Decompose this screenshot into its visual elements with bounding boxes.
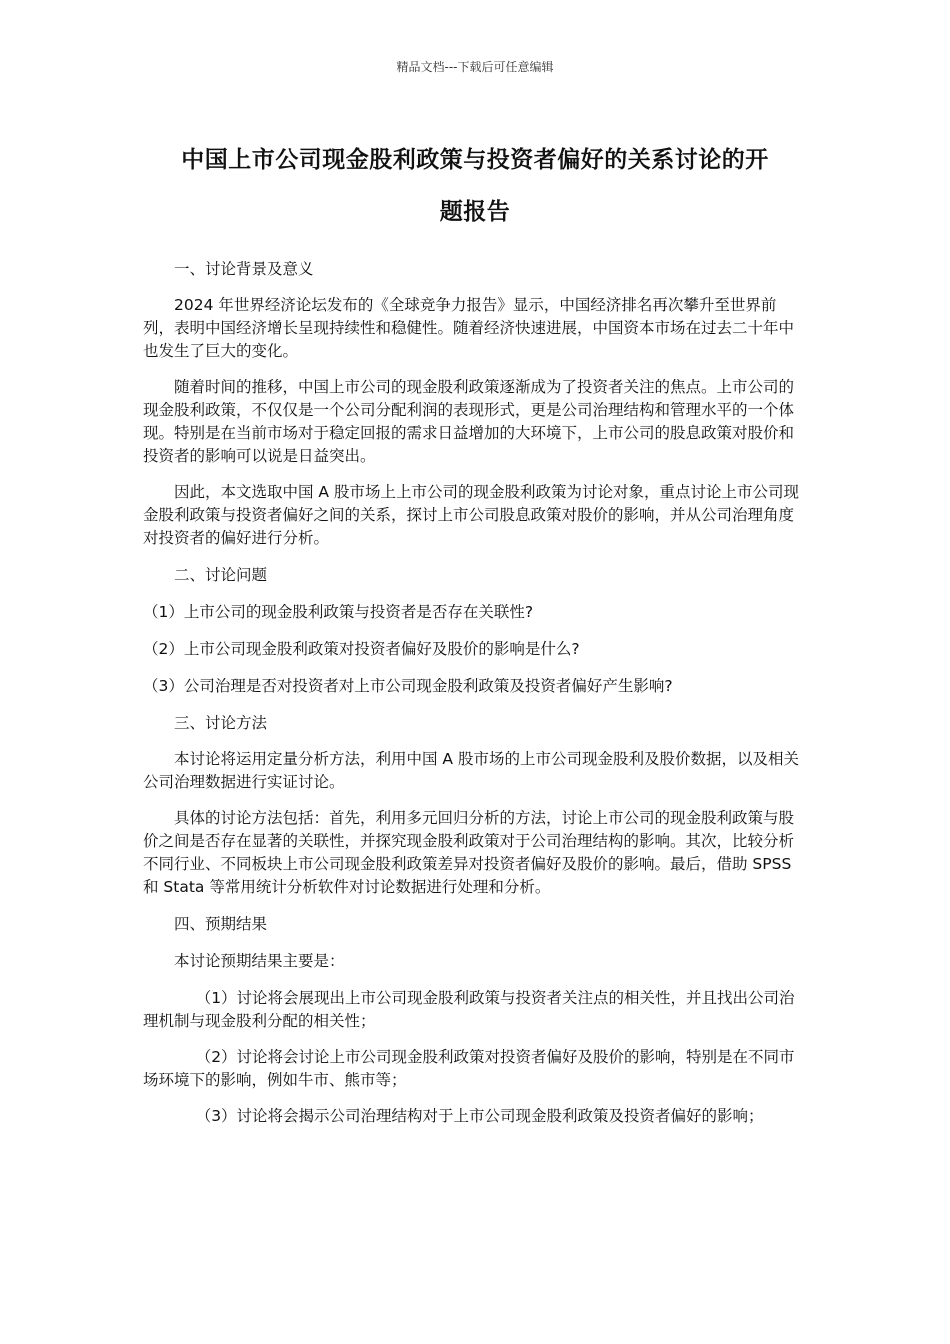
title-line-2: 题报告 <box>439 199 511 225</box>
paragraph-results-intro: 本讨论预期结果主要是： <box>174 952 345 970</box>
document-body <box>143 258 803 1128</box>
paragraph-methods-1: 本讨论将运用定量分析方法，利用中国 A 股市场的上市公司现金股利及股价数据，以及相关公司治理数据进行实证讨论。 <box>143 750 799 791</box>
section-heading-methods: 三、讨论方法 <box>174 714 268 732</box>
section-heading-questions: 二、讨论问题 <box>174 566 268 584</box>
paragraph-background-1: 2024 年世界经济论坛发布的《全球竞争力报告》显示，中国经济排名再次攀升至世界前列，表明中国经济增长呈现持续性和稳健性。随着经济快速进展，中国资本市场在过去二十年中也发生了巨大的变化。 <box>143 296 795 360</box>
section-heading-expected-results: 四、预期结果 <box>174 915 268 933</box>
result-item-3: （3）讨论将会揭示公司治理结构对于上市公司现金股利政策及投资者偏好的影响； <box>195 1107 764 1125</box>
page-header: 精品文档---下载后可任意编辑 <box>396 60 554 74</box>
question-item-3: （3）公司治理是否对投资者对上市公司现金股利政策及投资者偏好产生影响? <box>143 677 673 695</box>
paragraph-background-2: 随着时间的推移，中国上市公司的现金股利政策逐渐成为了投资者关注的焦点。上市公司的现金股利政策，不仅仅是一个公司分配利润的表现形式，更是公司治理结构和管理水平的一个体现。特别是在当前市场对于稳定回报的需求日益增加的大环境下，上市公司的股息政策对股价和投资者的影响可以说是日益突出。 <box>143 378 795 465</box>
result-item-1: （1）讨论将会展现出上市公司现金股利政策与投资者关注点的相关性，并且找出公司治理机制与现金股利分配的相关性； <box>143 989 795 1030</box>
section-heading-background: 一、讨论背景及意义 <box>174 260 314 278</box>
document-title <box>140 134 810 238</box>
title-line-1: 中国上市公司现金股利政策与投资者偏好的关系讨论的开 <box>181 147 769 173</box>
question-item-2: （2）上市公司现金股利政策对投资者偏好及股价的影响是什么? <box>143 640 580 658</box>
question-item-1: （1）上市公司的现金股利政策与投资者是否存在关联性? <box>143 603 534 621</box>
result-item-2: （2）讨论将会讨论上市公司现金股利政策对投资者偏好及股价的影响，特别是在不同市场环境下的影响，例如牛市、熊市等； <box>143 1048 795 1089</box>
paragraph-background-3: 因此，本文选取中国 A 股市场上上市公司的现金股利政策为讨论对象，重点讨论上市公司现金股利政策与投资者偏好之间的关系，探讨上市公司股息政策对股价的影响，并从公司治理角度对投资者的偏好进行分析。 <box>143 483 799 547</box>
paragraph-methods-2: 具体的讨论方法包括：首先，利用多元回归分析的方法，讨论上市公司的现金股利政策与股价之间是否存在显著的关联性，并探究现金股利政策对于公司治理结构的影响。其次，比较分析不同行业、不同板块上市公司现金股利政策差异对投资者偏好及股价的影响。最后，借助 SPSS 和 Stata 等常用统计分析软件对讨论数据进行处理和分析。 <box>143 809 795 896</box>
